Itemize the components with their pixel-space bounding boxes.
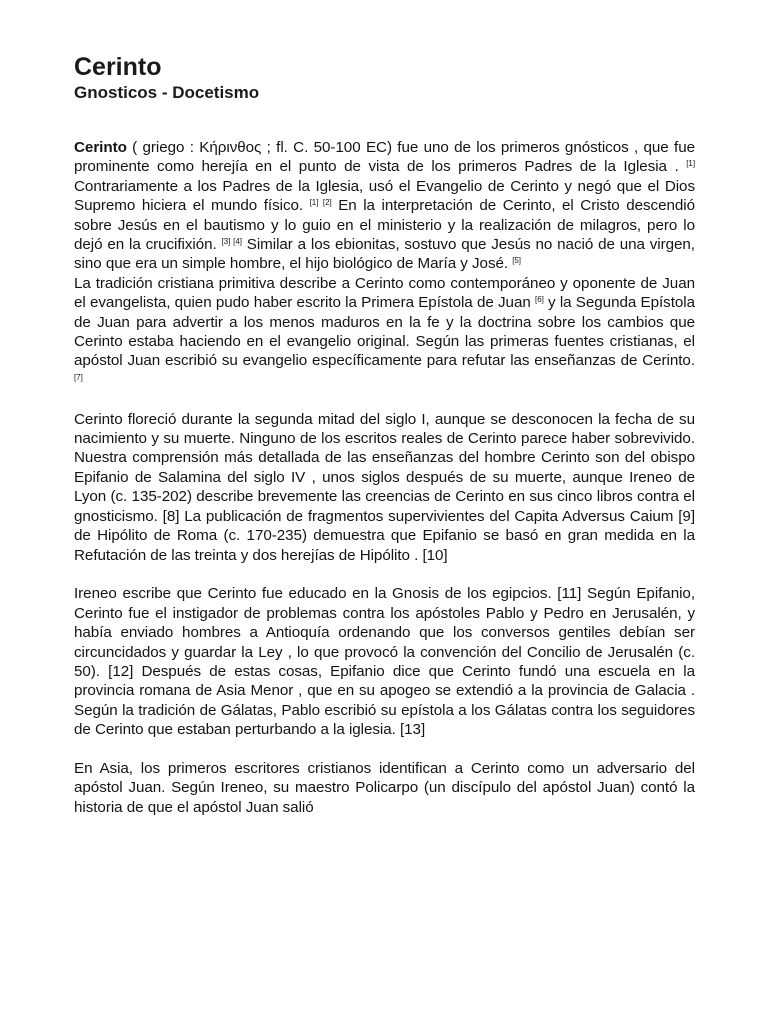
- footnote-ref: [3] [4]: [221, 237, 242, 247]
- footnote-ref: [6]: [535, 295, 544, 305]
- paragraph-irenaeus: Ireneo escribe que Cerinto fue educado en la Gnosis de los egipcios. [11] Según Epifanio, Cerinto fue el instigador de problemas contra los apóstoles Pablo y Pedro en Jerusalén, y había enviado hombres a Antioquía ordenando que los conversos gentiles debían ser circuncidados y guardar la Ley , lo que provocó la convención del Concilio de Jerusalén (c. 50). [12] Después de estas cosas, Epifanio dice que Cerinto fundó una escuela en la provincia romana de Asia Menor , que en su apogeo se extendió a la provincia de Galacia . Según la tradición de Gálatas, Pablo escribió su epístola a los Gálatas contra los seguidores de Cerinto que estaban perturbando a la iglesia. [13]: [74, 585, 695, 739]
- paragraph-text: y la Segunda Epístola de Juan para advertir a los menos maduros en la fe y la doctrina sobre los cambios que Cerinto estaba haciendo en el evangelio original. Según las primeras fuentes cristianas, el apóstol Juan escribió su evangelio específicamente para refutar las enseñanzas de Cerinto.: [74, 294, 695, 370]
- footnote-ref: [7]: [74, 372, 83, 382]
- footnote-ref: [5]: [512, 256, 521, 266]
- footnote-ref: [1]: [686, 159, 695, 169]
- paragraph-text: ( griego : Κήρινθος ; fl. C. 50-100 EC) fue uno de los primeros gnósticos , que fue prominente como herejía en el punto de vista de los primeros Padres de la Iglesia .: [74, 139, 695, 176]
- paragraph-text: Similar a los ebionitas, sostuvo que Jesús no nació de una virgen, sino que era un simple hombre, el hijo biológico de María y José.: [74, 236, 695, 273]
- document-subtitle: Gnosticos - Docetismo: [74, 83, 260, 102]
- lead-term: Cerinto: [74, 139, 127, 156]
- document-title: Cerinto: [74, 53, 162, 81]
- paragraph-text: La tradición cristiana primitiva describe a Cerinto como contemporáneo y oponente de Juan el evangelista, quien pudo haber escrito la Primera Epístola de Juan: [74, 274, 695, 312]
- paragraph-asia: En Asia, los primeros escritores cristianos identifican a Cerinto como un adversario del apóstol Juan. Según Ireneo, su maestro Policarpo (un discípulo del apóstol Juan) contó la historia de que el apóstol Juan salió: [74, 759, 695, 816]
- paragraph-text: En la interpretación de Cerinto, el Cristo descendió sobre Jesús en el bautismo y lo guio en el ministerio y la realización de milagros, pero lo dejó en la crucifixión.: [74, 197, 695, 254]
- footnote-ref: [1] [2]: [309, 198, 332, 208]
- paragraph-tradition: [74, 274, 695, 390]
- paragraph-history: Cerinto floreció durante la segunda mitad del siglo I, aunque se desconocen la fecha de su nacimiento y su muerte. Ninguno de los escritos reales de Cerinto parece haber sobrevivido. Nuestra comprensión más detallada de las enseñanzas del hombre Cerinto son del obispo Epifanio de Salamina del siglo IV , unos siglos después de su muerte, aunque Ireneo de Lyon (c. 135-202) describe brevemente las creencias de Cerinto en sus cinco libros contra el gnosticismo. [8] La publicación de fragmentos supervivientes del Capita Adversus Caium [9] de Hipólito de Roma (c. 170-235) demuestra que Epifanio se basó en gran medida en la Refutación de las treinta y dos herejías de Hipólito . [10]: [74, 410, 695, 564]
- paragraph-intro: [74, 138, 695, 274]
- paragraph-text: Contrariamente a los Padres de la Iglesia, usó el Evangelio de Cerinto y negó que el Dios Supremo hiciera el mundo físico.: [74, 177, 695, 215]
- document-page: [74, 52, 695, 817]
